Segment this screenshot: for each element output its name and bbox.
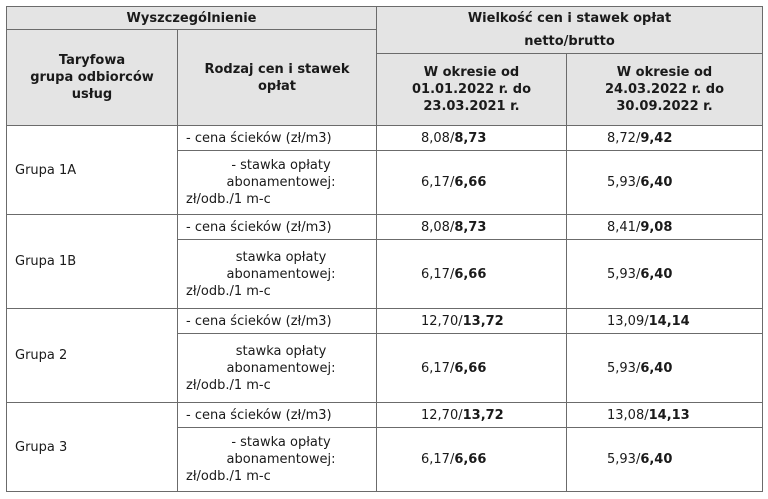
price-period-1: 8,08/8,73 bbox=[377, 215, 567, 240]
fee-period-1: 6,17/6,66 bbox=[377, 240, 567, 309]
header-period-1 bbox=[377, 54, 567, 126]
header-kind-line2: opłat bbox=[257, 78, 297, 94]
price-period-1: 8,08/8,73 bbox=[377, 126, 567, 151]
price-label: - cena ścieków (zł/m3) bbox=[178, 126, 377, 151]
fee-period-2: 5,93/6,40 bbox=[567, 334, 763, 403]
fee-label: stawka opłaty abonamentowej: zł/odb./1 m-c bbox=[178, 240, 377, 309]
period-1-line1: W okresie od bbox=[423, 65, 520, 80]
header-values-line2: netto/brutto bbox=[524, 34, 615, 49]
header-group-line3: usług bbox=[71, 87, 113, 102]
price-period-2: 13,08/14,13 bbox=[567, 403, 763, 428]
period-2-line2: 24.03.2022 r. do bbox=[604, 82, 725, 97]
price-period-1: 12,70/13,72 bbox=[377, 403, 567, 428]
price-period-1: 12,70/13,72 bbox=[377, 309, 567, 334]
header-kind bbox=[178, 30, 377, 126]
header-tariff-group bbox=[7, 30, 178, 126]
header-specification: Wyszczególnienie bbox=[7, 7, 377, 30]
group-name: Grupa 3 bbox=[7, 403, 178, 492]
header-kind-line1: Rodzaj cen i stawek bbox=[204, 61, 350, 77]
header-values bbox=[377, 7, 763, 54]
table-row bbox=[7, 126, 763, 151]
header-values-line1: Wielkość cen i stawek opłat bbox=[467, 11, 672, 26]
fee-period-1: 6,17/6,66 bbox=[377, 428, 567, 492]
fee-period-2: 5,93/6,40 bbox=[567, 240, 763, 309]
price-period-2: 8,72/9,42 bbox=[567, 126, 763, 151]
price-period-2: 13,09/14,14 bbox=[567, 309, 763, 334]
table-row bbox=[7, 215, 763, 240]
price-label: - cena ścieków (zł/m3) bbox=[178, 215, 377, 240]
fee-label: - stawka opłaty abonamentowej: zł/odb./1 m-c bbox=[178, 151, 377, 215]
fee-label: stawka opłaty abonamentowej: zł/odb./1 m-c bbox=[178, 334, 377, 403]
period-2-line3: 30.09.2022 r. bbox=[616, 99, 713, 114]
price-label: - cena ścieków (zł/m3) bbox=[178, 309, 377, 334]
table-row bbox=[7, 403, 763, 428]
price-period-2: 8,41/9,08 bbox=[567, 215, 763, 240]
header-period-2 bbox=[567, 54, 763, 126]
header-group-line1: Taryfowa bbox=[58, 53, 126, 68]
fee-period-1: 6,17/6,66 bbox=[377, 334, 567, 403]
price-label: - cena ścieków (zł/m3) bbox=[178, 403, 377, 428]
fee-period-2: 5,93/6,40 bbox=[567, 428, 763, 492]
fee-period-2: 5,93/6,40 bbox=[567, 151, 763, 215]
period-1-line3: 23.03.2021 r. bbox=[423, 99, 520, 114]
group-name: Grupa 2 bbox=[7, 309, 178, 403]
fee-label: - stawka opłaty abonamentowej: zł/odb./1 m-c bbox=[178, 428, 377, 492]
group-name: Grupa 1A bbox=[7, 126, 178, 215]
fee-period-1: 6,17/6,66 bbox=[377, 151, 567, 215]
header-group-line2: grupa odbiorców bbox=[30, 70, 154, 85]
group-name: Grupa 1B bbox=[7, 215, 178, 309]
table-row bbox=[7, 309, 763, 334]
period-1-line2: 01.01.2022 r. do bbox=[411, 82, 532, 97]
tariff-table bbox=[6, 6, 763, 492]
period-2-line1: W okresie od bbox=[616, 65, 713, 80]
